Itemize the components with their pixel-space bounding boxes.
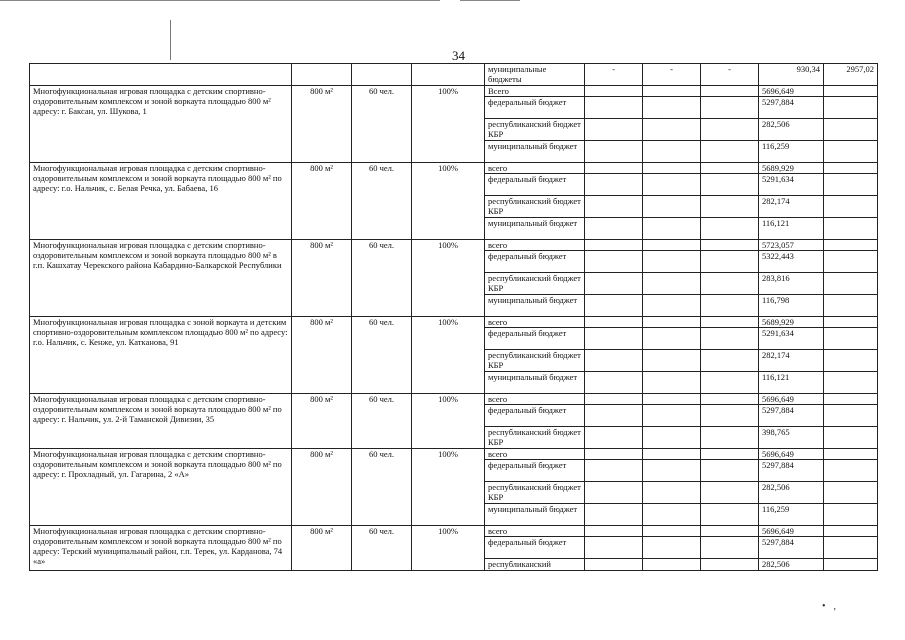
amount-cell: 282,506 (759, 119, 824, 141)
area-cell: 800 м² (292, 526, 352, 571)
source-cell: муниципальный бюджет (485, 218, 585, 240)
capacity-cell: 60 чел. (352, 163, 412, 240)
empty-cell (643, 427, 701, 449)
total-cell (824, 394, 878, 405)
empty-cell (585, 559, 643, 571)
total-cell (824, 350, 878, 372)
empty-cell (643, 317, 701, 328)
capacity-cell: 60 чел. (352, 86, 412, 163)
total-cell (824, 251, 878, 273)
empty-cell (643, 537, 701, 559)
total-cell (824, 482, 878, 504)
empty-cell (585, 218, 643, 240)
area-cell: 800 м² (292, 86, 352, 163)
source-cell: федеральный бюджет (485, 328, 585, 350)
empty-cell (585, 97, 643, 119)
empty-cell (585, 295, 643, 317)
amount-cell: 5696,649 (759, 449, 824, 460)
empty-cell (701, 405, 759, 427)
total-cell (824, 449, 878, 460)
empty-cell (585, 537, 643, 559)
scan-top-line-right (460, 0, 520, 1)
scan-mark-bottom: • ‚ (822, 601, 837, 612)
empty-cell (701, 317, 759, 328)
empty-cell (643, 372, 701, 394)
object-name-cell: Многофункциональная игровая площадка с детским спортивно-оздоровительным комплексом и зоной воркаута площадью 800 м² по адресу: г.о. Нальчик, с. Белая Речка, ул. Бабаева, 16 (30, 163, 292, 240)
dash-cell: - (701, 64, 759, 86)
amount-cell: 5291,634 (759, 174, 824, 196)
area-cell: 800 м² (292, 394, 352, 449)
total-cell (824, 526, 878, 537)
capacity-cell: 60 чел. (352, 394, 412, 449)
percent-cell: 100% (412, 526, 485, 571)
empty-cell (585, 196, 643, 218)
empty-cell (643, 97, 701, 119)
capacity-cell: 60 чел. (352, 449, 412, 526)
amount-cell: 282,506 (759, 559, 824, 571)
total-cell (824, 97, 878, 119)
empty-cell (585, 482, 643, 504)
percent-cell: 100% (412, 317, 485, 394)
empty-cell (643, 295, 701, 317)
empty-cell (643, 86, 701, 97)
empty-cell (701, 251, 759, 273)
table-row (30, 317, 878, 328)
total-cell (824, 460, 878, 482)
source-cell: республиканский бюджет КБР (485, 273, 585, 295)
empty-cell (701, 372, 759, 394)
amount-cell: 5297,884 (759, 97, 824, 119)
capacity-cell: 60 чел. (352, 317, 412, 394)
page-number: 34 (452, 48, 465, 63)
source-cell: муниципальный бюджет (485, 295, 585, 317)
empty-cell (701, 119, 759, 141)
source-cell: всего (485, 526, 585, 537)
amount-cell: 5723,057 (759, 240, 824, 251)
source-cell: всего (485, 163, 585, 174)
source-cell: муниципальный бюджет (485, 141, 585, 163)
source-cell: всего (485, 449, 585, 460)
empty-cell (643, 251, 701, 273)
amount-cell: 116,259 (759, 504, 824, 526)
budget-table (29, 63, 878, 571)
empty-cell (701, 460, 759, 482)
total-cell (824, 196, 878, 218)
capacity-cell: 60 чел. (352, 526, 412, 571)
source-cell: республиканский бюджет КБР (485, 427, 585, 449)
source-cell: муниципальные бюджеты (485, 64, 585, 86)
total-cell (824, 273, 878, 295)
total-cell (824, 86, 878, 97)
total-cell (824, 317, 878, 328)
empty-cell (701, 295, 759, 317)
empty-cell (701, 504, 759, 526)
amount-cell: 5322,443 (759, 251, 824, 273)
scan-mark (170, 20, 171, 60)
table-row (30, 394, 878, 405)
total-cell (824, 240, 878, 251)
percent-cell: 100% (412, 394, 485, 449)
empty-cell (643, 141, 701, 163)
table-row (30, 64, 878, 86)
source-cell: федеральный бюджет (485, 251, 585, 273)
empty-cell (701, 482, 759, 504)
source-cell: республиканский бюджет КБР (485, 350, 585, 372)
empty-cell (701, 559, 759, 571)
empty-cell (643, 240, 701, 251)
empty-cell (701, 328, 759, 350)
empty-cell (701, 526, 759, 537)
source-cell: федеральный бюджет (485, 174, 585, 196)
empty-cell (585, 504, 643, 526)
source-cell: федеральный бюджет (485, 460, 585, 482)
empty-cell (643, 526, 701, 537)
empty-cell (701, 218, 759, 240)
percent-cell: 100% (412, 163, 485, 240)
amount-cell: 116,259 (759, 141, 824, 163)
empty-cell (701, 394, 759, 405)
amount-cell: 282,506 (759, 482, 824, 504)
table-row (30, 240, 878, 251)
amount-cell: 282,174 (759, 350, 824, 372)
amount-cell: 5696,649 (759, 86, 824, 97)
amount-cell: 398,765 (759, 427, 824, 449)
empty-cell (585, 328, 643, 350)
empty-cell (701, 427, 759, 449)
table-row (30, 449, 878, 460)
empty-cell (585, 163, 643, 174)
empty-cell (585, 251, 643, 273)
source-cell: республиканский бюджет КБР (485, 119, 585, 141)
dash-cell: - (585, 64, 643, 86)
empty-cell (643, 196, 701, 218)
source-cell: республиканский бюджет КБР (485, 482, 585, 504)
empty-cell (701, 97, 759, 119)
empty-cell (585, 526, 643, 537)
total-cell (824, 163, 878, 174)
area-cell: 800 м² (292, 240, 352, 317)
scan-top-line (0, 0, 440, 1)
empty-cell (585, 174, 643, 196)
percent-cell: 100% (412, 240, 485, 317)
object-name-cell: Многофункциональная игровая площадка с детским спортивно-оздоровительным комплексом и зоной воркаута площадью 800 м² по адресу: г. Прохладный, ул. Гагарина, 2 «А» (30, 449, 292, 526)
amount-cell: 5689,929 (759, 317, 824, 328)
amount-cell: 283,816 (759, 273, 824, 295)
total-cell (824, 328, 878, 350)
empty-cell (701, 449, 759, 460)
empty-cell (585, 119, 643, 141)
total-cell (824, 559, 878, 571)
amount-cell: 5689,929 (759, 163, 824, 174)
source-cell: федеральный бюджет (485, 537, 585, 559)
empty-cell (643, 350, 701, 372)
empty-cell (643, 328, 701, 350)
source-cell: всего (485, 317, 585, 328)
empty-cell (643, 163, 701, 174)
amount-cell: 282,174 (759, 196, 824, 218)
amount-cell: 5297,884 (759, 405, 824, 427)
empty-cell (701, 537, 759, 559)
empty-cell (701, 273, 759, 295)
empty-cell (643, 405, 701, 427)
empty-cell (643, 218, 701, 240)
area-cell: 800 м² (292, 449, 352, 526)
empty-cell (643, 119, 701, 141)
empty-cell (701, 141, 759, 163)
source-cell: республиканский бюджет КБР (485, 196, 585, 218)
empty-cell (643, 559, 701, 571)
empty-cell (585, 350, 643, 372)
percent-cell: 100% (412, 86, 485, 163)
source-cell: муниципальный бюджет (485, 504, 585, 526)
empty-cell (643, 460, 701, 482)
table-row (30, 163, 878, 174)
capacity-cell: 60 чел. (352, 240, 412, 317)
total-cell (824, 119, 878, 141)
empty-cell (585, 460, 643, 482)
empty-cell (585, 273, 643, 295)
empty-cell (585, 449, 643, 460)
total-cell (824, 537, 878, 559)
total-cell: 2957,02 (824, 64, 878, 86)
amount-cell: 5297,884 (759, 537, 824, 559)
empty-cell (585, 394, 643, 405)
object-name-cell: Многофункциональная игровая площадка с детским спортивно-оздоровительным комплексом и зоной воркаута площадью 800 м² по адресу: Терский муниципальный район, г.п. Терек, ул. Карданова, 74 «а» (30, 526, 292, 571)
empty-cell (701, 86, 759, 97)
total-cell (824, 218, 878, 240)
empty-cell (585, 405, 643, 427)
empty-cell (701, 240, 759, 251)
amount-cell: 5291,634 (759, 328, 824, 350)
empty-cell (585, 141, 643, 163)
amount-cell: 116,121 (759, 372, 824, 394)
source-cell: федеральный бюджет (485, 405, 585, 427)
table-row (30, 526, 878, 537)
source-cell: всего (485, 394, 585, 405)
table-row (30, 86, 878, 97)
empty-cell (643, 449, 701, 460)
empty-cell (643, 504, 701, 526)
empty-cell (585, 317, 643, 328)
object-name-cell: Многофункциональная игровая площадка с детским спортивно-оздоровительным комплексом и зоной воркаута площадью 800 м² по адресу: г. Нальчик, ул. 2-й Таманской Дивизии, 35 (30, 394, 292, 449)
empty-cell (585, 240, 643, 251)
source-cell: Всего (485, 86, 585, 97)
empty-cell (643, 394, 701, 405)
empty-cell (701, 163, 759, 174)
total-cell (824, 372, 878, 394)
amount-cell: 5696,649 (759, 526, 824, 537)
dash-cell: - (643, 64, 701, 86)
amount-cell: 116,121 (759, 218, 824, 240)
total-cell (824, 141, 878, 163)
empty-cell (585, 427, 643, 449)
source-cell: федеральный бюджет (485, 97, 585, 119)
total-cell (824, 504, 878, 526)
amount-cell: 116,798 (759, 295, 824, 317)
empty-cell (585, 372, 643, 394)
total-cell (824, 427, 878, 449)
source-cell: муниципальный бюджет (485, 372, 585, 394)
source-cell: всего (485, 240, 585, 251)
empty-cell (701, 196, 759, 218)
amount-cell: 5696,649 (759, 394, 824, 405)
object-name-cell: Многофункциональная игровая площадка с зоной воркаута и детским спортивно-оздоровительным комплексом площадью 800 м² по адресу: г.о. Нальчик, с. Кенже, ул. Каткaнова, 91 (30, 317, 292, 394)
empty-cell (701, 174, 759, 196)
percent-cell: 100% (412, 449, 485, 526)
empty-cell (643, 174, 701, 196)
total-cell (824, 295, 878, 317)
total-cell (824, 174, 878, 196)
empty-cell (701, 350, 759, 372)
source-cell: республиканский (485, 559, 585, 571)
amount-cell: 5297,884 (759, 460, 824, 482)
object-name-cell: Многофункциональная игровая площадка с детским спортивно-оздоровительным комплексом и зоной воркаута площадью 800 м² адресу: г. Баксан, ул. Шукова, 1 (30, 86, 292, 163)
empty-cell (585, 86, 643, 97)
total-cell (824, 405, 878, 427)
empty-cell (643, 273, 701, 295)
object-name-cell: Многофункциональная игровая площадка с детским спортивно-оздоровительным комплексом и зоной воркаута площадью 800 м² в г.п. Кашхатау Черекского района Кабардино-Балкарской Республики (30, 240, 292, 317)
amount-cell: 930,34 (759, 64, 824, 86)
empty-cell (643, 482, 701, 504)
area-cell: 800 м² (292, 317, 352, 394)
area-cell: 800 м² (292, 163, 352, 240)
